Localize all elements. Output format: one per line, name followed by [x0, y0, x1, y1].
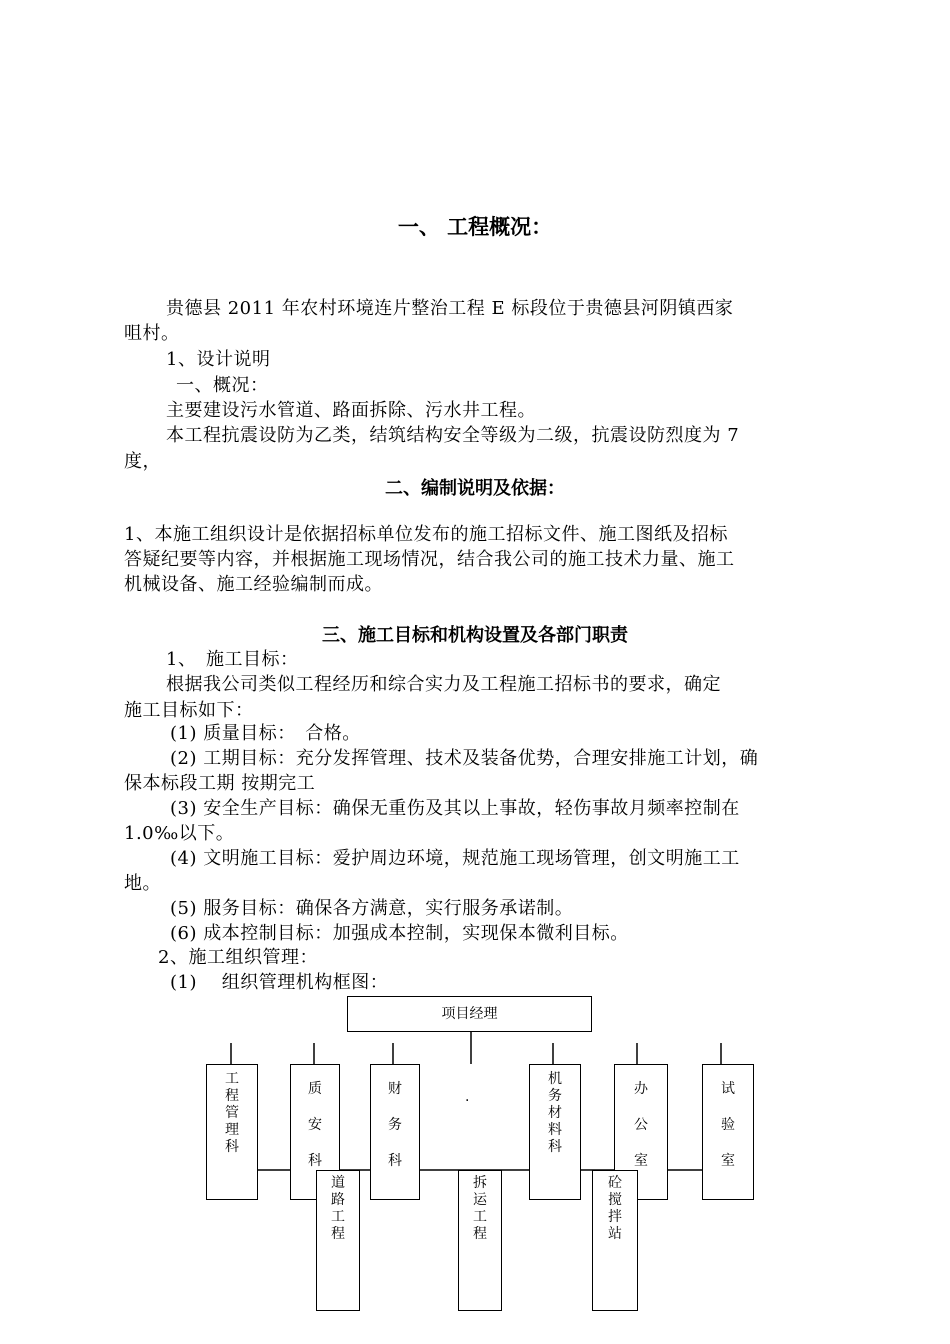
service-goal: (5) 服务目标：确保各方满意，实行服务承诺制。	[170, 898, 574, 919]
basis-line-1: 1、本施工组织设计是依据招标单位发布的施工招标文件、施工图纸及招标	[124, 524, 728, 545]
schedule-goal-line-1: (2) 工期目标：充分发挥管理、技术及装备优势，合理安排施工计划，确	[170, 748, 759, 769]
overview-title: 一、概况：	[176, 375, 269, 396]
machinery-materials-dept-box	[529, 1064, 581, 1200]
civil-goal-line-1: (4) 文明施工目标：爱护周边环境，规范施工现场管理，创文明施工工	[170, 848, 740, 869]
intro-line-1: 贵德县 2011 年农村环境连片整治工程 E 标段位于贵德县河阴镇西家	[166, 298, 734, 319]
office-dept-label: 办 公 室	[634, 1081, 648, 1169]
civil-goal-line-2: 地。	[124, 873, 161, 894]
intro-line-2: 咀村。	[124, 323, 180, 344]
engineering-dept-label: 工 程 管 理 科	[225, 1071, 239, 1155]
overview-line-1: 主要建设污水管道、路面拆除、污水井工程。	[166, 400, 536, 421]
finance-dept-label: 财 务 科	[388, 1081, 402, 1169]
goal-title: 1、 施工目标：	[166, 649, 299, 670]
overview-line-3: 度，	[124, 451, 161, 472]
concrete-plant-label: 砼 搅 拌 站	[608, 1175, 622, 1242]
org-title: 2、施工组织管理：	[158, 947, 318, 968]
laboratory-dept-label: 试 验 室	[721, 1081, 735, 1169]
overview-line-2: 本工程抗震设防为乙类，结筑结构安全等级为二级，抗震设防烈度为 7	[166, 425, 740, 446]
cost-goal: (6) 成本控制目标：加强成本控制，实现保本微利目标。	[170, 923, 629, 944]
safety-goal-line-1: (3) 安全生产目标：确保无重伤及其以上事故，轻伤事故月频率控制在	[170, 798, 740, 819]
finance-dept-box	[370, 1064, 420, 1200]
goal-line-2: 施工目标如下：	[124, 700, 254, 721]
basis-line-2: 答疑纪要等内容，并根据施工现场情况，结合我公司的施工技术力量、施工	[124, 549, 735, 570]
machinery-materials-dept-label: 机 务 材 料 科	[548, 1071, 562, 1155]
section-heading-1: 一、 工程概况：	[397, 215, 553, 239]
quality-goal: (1) 质量目标： 合格。	[170, 723, 361, 744]
goal-line-1: 根据我公司类似工程经历和综合实力及工程施工招标书的要求，确定	[166, 674, 721, 695]
demolition-works-box	[458, 1170, 502, 1311]
section-heading-2: 二、编制说明及依据：	[385, 478, 565, 499]
project-manager-box	[347, 996, 592, 1032]
org-chart-title: (1) 组织管理机构框图：	[170, 972, 389, 993]
safety-goal-line-2: 1.0‰以下。	[124, 823, 235, 844]
basis-line-3: 机械设备、施工经验编制而成。	[124, 574, 383, 595]
concrete-plant-box	[592, 1170, 638, 1311]
quality-safety-dept-label: 质 安 科	[308, 1081, 322, 1169]
project-manager-label: 项目经理	[441, 1006, 498, 1022]
section-heading-3: 三、施工目标和机构设置及各部门职责	[322, 625, 628, 646]
road-works-box	[316, 1170, 360, 1311]
design-title: 1、设计说明	[166, 349, 271, 370]
engineering-dept-box	[206, 1064, 258, 1200]
schedule-goal-line-2: 保本标段工期 按期完工	[124, 773, 316, 794]
road-works-label: 道 路 工 程	[331, 1175, 345, 1242]
laboratory-dept-box	[702, 1064, 754, 1200]
center-dot: ·	[465, 1093, 470, 1109]
demolition-works-label: 拆 运 工 程	[473, 1175, 487, 1242]
